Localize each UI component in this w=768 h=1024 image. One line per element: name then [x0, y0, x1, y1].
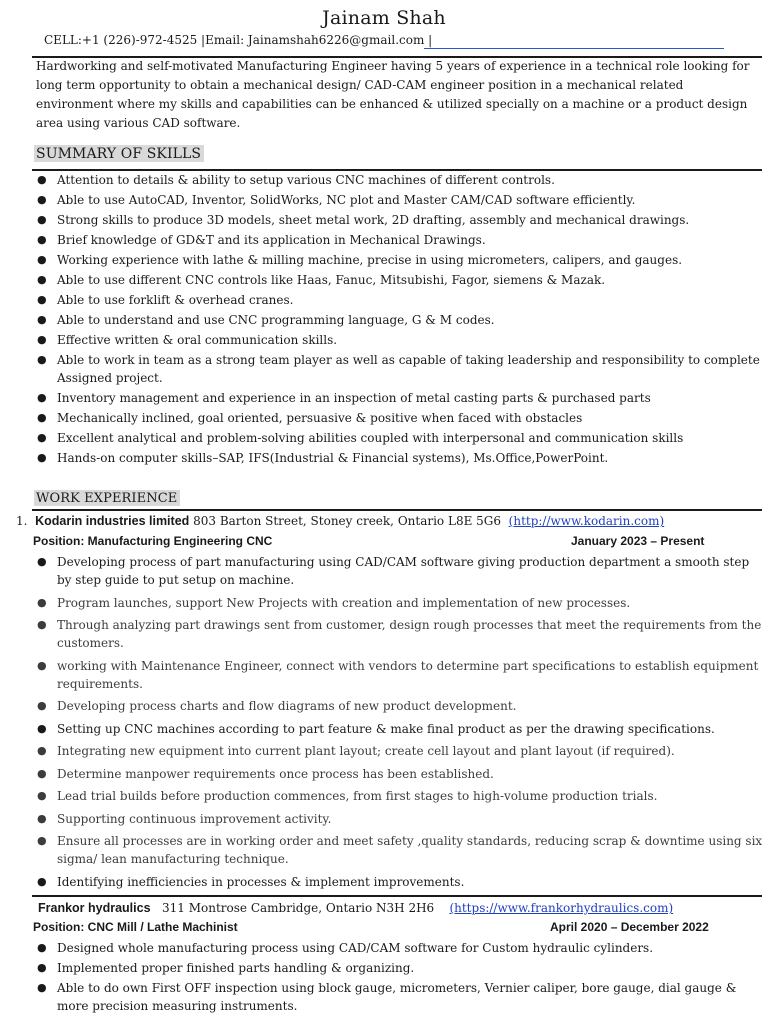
bullet-icon: ● — [37, 353, 47, 366]
bullet-icon: ● — [37, 811, 47, 825]
list-item-text: Brief knowledge of GD&T and its application in Mechanical Drawings. — [57, 233, 486, 247]
job-2-position: Position: CNC Mill / Lathe Machinist — [33, 920, 238, 934]
bullet-icon: ● — [37, 273, 47, 286]
bullet-icon: ● — [37, 193, 47, 206]
list-item-text: Able to do own First OFF inspection using block gauge, micrometers, Vernier caliper, bore gauge, dial gauge & more precision measuring instruments. — [57, 981, 737, 1013]
job-2-url-link[interactable]: (https://www.frankorhydraulics.com) — [449, 901, 674, 915]
bullet-icon: ● — [37, 618, 47, 631]
list-item-text: Determine manpower requirements once process has been established. — [57, 766, 494, 781]
list-item — [35, 594, 763, 612]
list-item — [35, 409, 763, 427]
list-item — [35, 311, 763, 329]
list-item-text: Excellent analytical and problem-solving abilities coupled with interpersonal and communication skills — [57, 431, 684, 445]
list-item — [35, 251, 763, 269]
experience-divider — [32, 509, 762, 511]
list-item — [35, 657, 763, 693]
list-item — [35, 765, 763, 783]
list-item — [35, 449, 763, 467]
bullet-icon: ● — [37, 451, 47, 464]
list-item — [35, 331, 763, 349]
skills-heading: SUMMARY OF SKILLS — [34, 145, 204, 162]
job-2-address: 311 Montrose Cambridge, Ontario N3H 2H6 — [162, 901, 435, 915]
bullet-icon: ● — [37, 789, 47, 802]
bullet-icon: ● — [37, 431, 47, 444]
contact-underline — [424, 48, 724, 49]
candidate-name: Jainam Shah — [322, 7, 446, 29]
bullet-icon: ● — [37, 233, 47, 246]
list-item — [35, 389, 763, 407]
list-item — [35, 959, 763, 977]
list-item-text: Able to use different CNC controls like Haas, Fanuc, Mitsubishi, Fagor, siemens & Mazak. — [57, 273, 606, 287]
job-1-duties — [35, 553, 763, 895]
list-item-text: Identifying inefficiencies in processes & implement improvements. — [57, 874, 465, 889]
bullet-icon: ● — [37, 555, 47, 568]
bullet-icon: ● — [37, 411, 47, 424]
experience-heading: WORK EXPERIENCE — [34, 490, 180, 506]
bullet-icon: ● — [37, 981, 47, 994]
contact-line: CELL:+1 (226)-972-4525 |Email: Jainamshah6226@gmail.com | — [44, 33, 433, 47]
list-item — [35, 191, 763, 209]
job-1-address: 803 Barton Street, Stoney creek, Ontario L8E 5G6 — [193, 514, 502, 528]
bullet-icon: ● — [37, 658, 47, 672]
list-item-text: Through analyzing part drawings sent from customer, design rough processes that meet the requirements from the customers. — [57, 618, 762, 650]
list-item-text: Supporting continuous improvement activity. — [57, 811, 332, 826]
bullet-icon: ● — [37, 721, 47, 735]
job-1-position: Position: Manufacturing Engineering CNC — [33, 534, 273, 548]
bullet-icon: ● — [37, 595, 47, 609]
list-item-text: Mechanically inclined, goal oriented, persuasive & positive when faced with obstacles — [57, 411, 583, 425]
list-item — [35, 787, 763, 805]
list-item-text: Ensure all processes are in working order and meet safety ,quality standards, reducing scrap & downtime using six sigma/ lean manufacturing technique. — [57, 834, 763, 866]
list-item — [35, 171, 763, 189]
list-item-text: Strong skills to produce 3D models, sheet metal work, 2D drafting, assembly and mechanical drawings. — [57, 213, 690, 227]
bullet-icon: ● — [37, 293, 47, 306]
bullet-icon: ● — [37, 874, 47, 888]
bullet-icon: ● — [37, 213, 47, 226]
list-item — [35, 211, 763, 229]
list-item-text: Developing process of part manufacturing using CAD/CAM software giving production department a smooth step by step guide to put setup on machine. — [57, 555, 750, 587]
list-item-text: Lead trial builds before production commences, from first stages to high-volume production trials. — [57, 789, 658, 803]
bullet-icon: ● — [37, 173, 47, 186]
job-1-header — [16, 514, 664, 528]
list-item — [35, 553, 763, 589]
list-item — [35, 429, 763, 447]
bullet-icon: ● — [37, 313, 47, 326]
list-item — [35, 939, 763, 957]
bullet-icon: ● — [37, 941, 47, 954]
job-1-company: Kodarin industries limited — [35, 514, 190, 528]
job-2-company: Frankor hydraulics — [38, 901, 151, 915]
bullet-icon: ● — [37, 391, 47, 404]
list-item-text: Developing process charts and flow diagrams of new product development. — [57, 699, 517, 713]
list-item — [35, 979, 763, 1015]
job-1-dates: January 2023 – Present — [571, 534, 705, 548]
job-divider — [32, 895, 762, 897]
list-item-text: Able to use AutoCAD, Inventor, SolidWorks, NC plot and Master CAM/CAD software efficiently. — [57, 193, 636, 207]
list-item-text: Implemented proper finished parts handling & organizing. — [57, 961, 415, 975]
list-item — [35, 742, 763, 760]
list-item-text: Inventory management and experience in an inspection of metal casting parts & purchased parts — [57, 391, 651, 405]
list-item — [35, 810, 763, 828]
job-2-duties — [35, 939, 763, 1017]
bullet-icon: ● — [37, 699, 47, 712]
skills-list — [35, 171, 763, 469]
list-item-text: Designed whole manufacturing process using CAD/CAM software for Custom hydraulic cylinders. — [57, 941, 654, 955]
job-1-number: 1. — [16, 514, 28, 528]
bullet-icon: ● — [37, 834, 47, 847]
list-item — [35, 616, 763, 652]
objective-paragraph: Hardworking and self-motivated Manufacturing Engineer having 5 years of experience in a technical role looking for long term opportunity to obtain a mechanical design/ CAD-CAM engineer position in a mechanical related environment where my skills and capabilities can be enhanced & utilized specially on a machine or a product design area using various CAD software. — [36, 59, 750, 130]
list-item-text: working with Maintenance Engineer, connect with vendors to determine part specifications to establish equipment requirements. — [57, 658, 759, 691]
list-item-text: Attention to details & ability to setup various CNC machines of different controls. — [57, 173, 555, 187]
list-item — [35, 291, 763, 309]
bullet-icon: ● — [37, 766, 47, 780]
list-item-text: Able to work in team as a strong team player as well as capable of taking leadership and responsibility to complete Assigned project. — [57, 353, 760, 385]
list-item-text: Effective written & oral communication skills. — [57, 333, 338, 347]
list-item — [35, 271, 763, 289]
list-item — [35, 351, 763, 387]
list-item-text: Setting up CNC machines according to part feature & make final product as per the drawing specifications. — [57, 721, 715, 736]
job-2-dates: April 2020 – December 2022 — [550, 920, 709, 934]
list-item-text: Able to use forklift & overhead cranes. — [57, 293, 294, 307]
list-item — [35, 720, 763, 738]
bullet-icon: ● — [37, 333, 47, 346]
list-item-text: Able to understand and use CNC programming language, G & M codes. — [57, 313, 495, 327]
list-item-text: Hands-on computer skills–SAP, IFS(Industrial & Financial systems), Ms.Office,PowerPoint. — [57, 451, 609, 465]
list-item — [35, 231, 763, 249]
list-item — [35, 832, 763, 868]
bullet-icon: ● — [37, 253, 47, 266]
list-item-text: Integrating new equipment into current plant layout; create cell layout and plant layout (if required). — [57, 744, 675, 758]
job-1-url-link[interactable]: (http://www.kodarin.com) — [508, 514, 665, 528]
list-item-text: Working experience with lathe & milling machine, precise in using micrometers, calipers, and gauges. — [57, 253, 683, 267]
list-item — [35, 873, 763, 891]
job-2-header — [38, 901, 673, 915]
bullet-icon: ● — [37, 961, 47, 974]
list-item-text: Program launches, support New Projects with creation and implementation of new processes. — [57, 595, 631, 610]
bullet-icon: ● — [37, 744, 47, 757]
list-item — [35, 697, 763, 715]
